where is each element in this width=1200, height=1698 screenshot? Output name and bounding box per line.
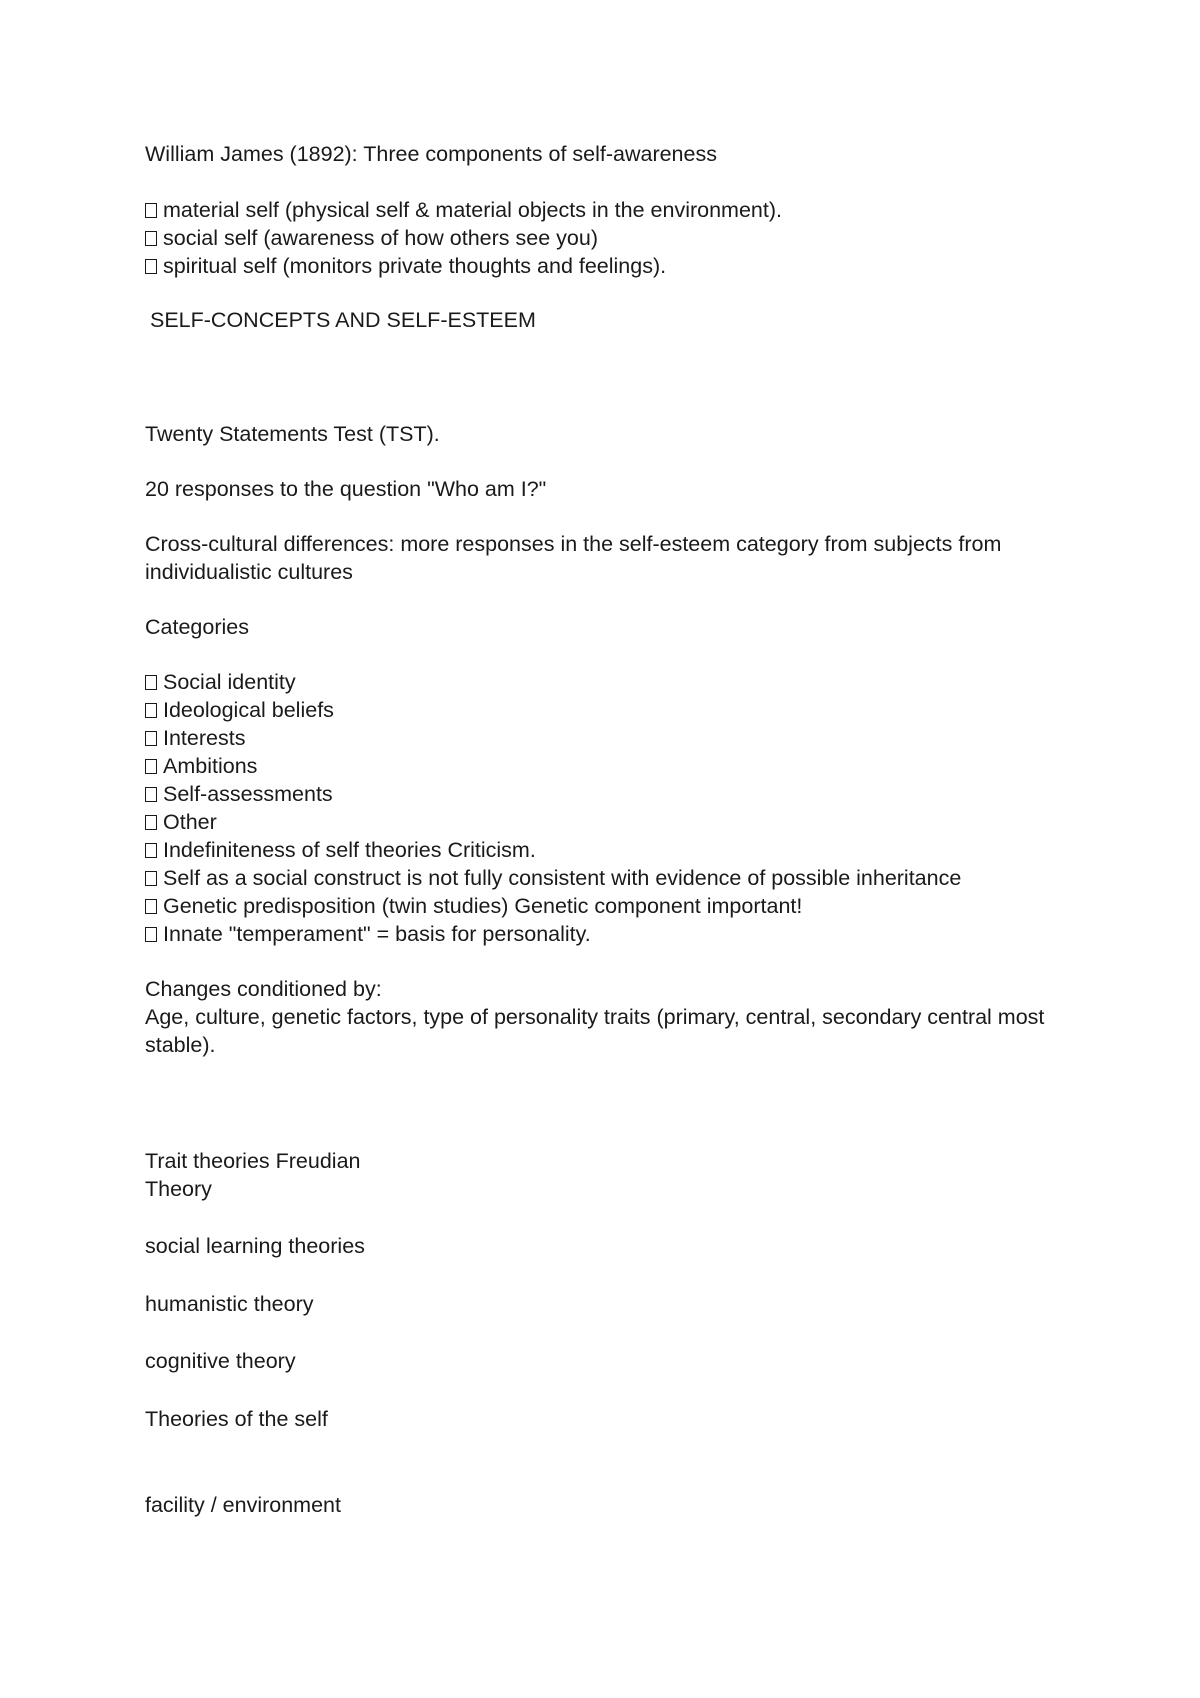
checkbox-icon xyxy=(145,675,157,690)
changes-label: Changes conditioned by: xyxy=(145,977,382,1001)
list-item: Innate "temperament" = basis for personality. xyxy=(145,920,1085,948)
spacer xyxy=(145,1433,1085,1491)
list-item: Genetic predisposition (twin studies) Genetic component important! xyxy=(145,892,1085,920)
list-item: Self as a social construct is not fully consistent with evidence of possible inheritance xyxy=(145,864,1085,892)
list-item: Other xyxy=(145,808,1085,836)
checkbox-icon xyxy=(145,203,157,218)
cognitive-theory: cognitive theory xyxy=(145,1349,296,1373)
spacer xyxy=(145,586,1085,613)
spacer xyxy=(145,334,1085,420)
list-item: Indefiniteness of self theories Criticism. xyxy=(145,836,1085,864)
social-learning-theories: social learning theories xyxy=(145,1234,365,1258)
trait-theories-line: Trait theories Freudian xyxy=(145,1149,361,1173)
section-title: SELF-CONCEPTS AND SELF-ESTEEM xyxy=(150,308,536,332)
list-item: material self (physical self & material objects in the environment). xyxy=(145,196,1085,224)
list-item: Social identity xyxy=(145,668,1085,696)
spacer xyxy=(145,948,1085,975)
checkbox-icon xyxy=(145,259,157,274)
checkbox-icon xyxy=(145,787,157,802)
checkbox-icon xyxy=(145,231,157,246)
james-heading: William James (1892): Three components of self-awareness xyxy=(145,142,717,166)
spacer xyxy=(145,641,1085,668)
humanistic-theory: humanistic theory xyxy=(145,1292,314,1316)
checkbox-icon xyxy=(145,843,157,858)
theory-line: Theory xyxy=(145,1177,212,1201)
checkbox-icon xyxy=(145,759,157,774)
facility-environment: facility / environment xyxy=(145,1493,341,1517)
list-item: Interests xyxy=(145,724,1085,752)
categories-label: Categories xyxy=(145,615,249,639)
list-item: Self-assessments xyxy=(145,780,1085,808)
document-page xyxy=(145,140,1085,1519)
checkbox-icon xyxy=(145,927,157,942)
spacer xyxy=(145,1059,1085,1147)
spacer xyxy=(145,448,1085,475)
spacer xyxy=(145,1318,1085,1347)
checkbox-icon xyxy=(145,871,157,886)
checkbox-icon xyxy=(145,815,157,830)
checkbox-icon xyxy=(145,731,157,746)
tst-question: 20 responses to the question "Who am I?" xyxy=(145,477,547,501)
tst-title: Twenty Statements Test (TST). xyxy=(145,422,440,446)
list-item: social self (awareness of how others see you) xyxy=(145,224,1085,252)
spacer xyxy=(145,168,1085,196)
spacer xyxy=(145,1203,1085,1232)
changes-text: Age, culture, genetic factors, type of personality traits (primary, central, secondary central most stable). xyxy=(145,1005,1045,1057)
list-item: Ideological beliefs xyxy=(145,696,1085,724)
checkbox-icon xyxy=(145,899,157,914)
list-item: spiritual self (monitors private thoughts and feelings). xyxy=(145,252,1085,280)
cross-cultural-text: Cross-cultural differences: more responses in the self-esteem category from subjects from individualistic cultures xyxy=(145,532,1002,584)
checkbox-icon xyxy=(145,703,157,718)
james-list xyxy=(145,196,1085,280)
theories-of-the-self: Theories of the self xyxy=(145,1407,328,1431)
spacer xyxy=(145,1260,1085,1290)
spacer xyxy=(145,280,1085,306)
spacer xyxy=(145,1375,1085,1405)
spacer xyxy=(145,503,1085,530)
categories-list xyxy=(145,668,1085,948)
list-item: Ambitions xyxy=(145,752,1085,780)
